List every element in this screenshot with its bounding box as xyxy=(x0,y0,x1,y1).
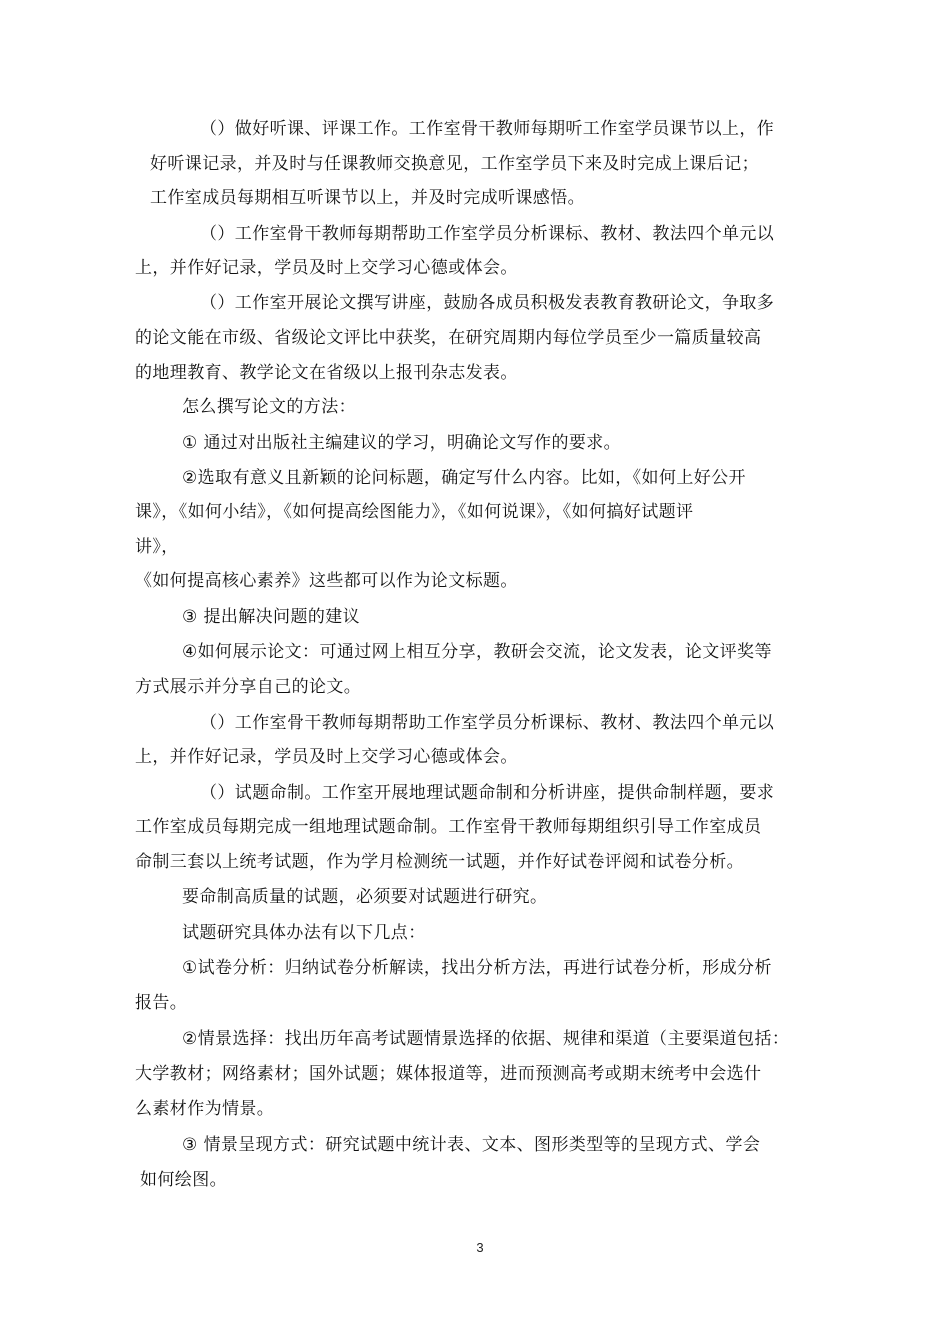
text-line: 如何绘图。 xyxy=(140,1170,227,1190)
text-line: ④如何展示论文：可通过网上相互分享，教研会交流，论文发表，论文评奖等 xyxy=(182,642,772,662)
text-line: 的地理教育、教学论文在省级以上报刊杂志发表。 xyxy=(135,363,518,383)
text-line: ②选取有意义且新颖的论问标题，确定写什么内容。比如，《如何上好公开 xyxy=(182,468,746,488)
text-line: （）工作室骨干教师每期帮助工作室学员分析课标、教材、教法四个单元以 xyxy=(200,224,775,244)
text-line: （）工作室骨干教师每期帮助工作室学员分析课标、教材、教法四个单元以 xyxy=(200,713,775,733)
page-number: 3 xyxy=(476,1240,484,1255)
text-line: ③ 情景呈现方式：研究试题中统计表、文本、图形类型等的呈现方式、学会 xyxy=(182,1135,761,1155)
text-line: 上，并作好记录，学员及时上交学习心德或体会。 xyxy=(135,747,518,767)
text-line: （）工作室开展论文撰写讲座，鼓励各成员积极发表教育教研论文，争取多 xyxy=(200,293,775,313)
text-line: 怎么撰写论文的方法： xyxy=(182,397,356,417)
text-line: 工作室成员每期完成一组地理试题命制。工作室骨干教师每期组织引导工作室成员 xyxy=(135,817,762,837)
text-line: 报告。 xyxy=(135,993,188,1013)
text-line: ②情景选择：找出历年高考试题情景选择的依据、规律和渠道（主要渠道包括： xyxy=(182,1029,790,1049)
text-line: ①试卷分析：归纳试卷分析解读，找出分析方法，再进行试卷分析，形成分析 xyxy=(182,958,772,978)
text-line: （）试题命制。工作室开展地理试题命制和分析讲座，提供命制样题，要求 xyxy=(200,783,775,803)
text-line: 上，并作好记录，学员及时上交学习心德或体会。 xyxy=(135,258,518,278)
text-line: 大学教材；网络素材；国外试题；媒体报道等，进而预测高考或期末统考中会选什 xyxy=(135,1064,762,1084)
text-line: 好听课记录，并及时与任课教师交换意见，工作室学员下来及时完成上课后记； xyxy=(150,154,759,174)
text-line: 命制三套以上统考试题，作为学月检测统一试题，并作好试卷评阅和试卷分析。 xyxy=(135,852,744,872)
text-line: 么素材作为情景。 xyxy=(135,1099,275,1119)
text-line: 《如何提高核心素养》这些都可以作为论文标题。 xyxy=(135,571,518,591)
text-line: 讲》， xyxy=(135,537,179,557)
text-line: （）做好听课、评课工作。工作室骨干教师每期听工作室学员课节以上，作 xyxy=(200,119,775,139)
text-line: ① 通过对出版社主编建议的学习，明确论文写作的要求。 xyxy=(182,433,622,453)
text-line: 要命制高质量的试题，必须要对试题进行研究。 xyxy=(182,887,548,907)
text-line: 工作室成员每期相互听课节以上，并及时完成听课感悟。 xyxy=(150,188,585,208)
text-line: 方式展示并分享自己的论文。 xyxy=(135,677,362,697)
text-line: 试题研究具体办法有以下几点： xyxy=(182,923,426,943)
text-line: ③ 提出解决问题的建议 xyxy=(182,607,361,627)
text-line: 课》，《如何小结》，《如何提高绘图能力》，《如何说课》，《如何搞好试题评 xyxy=(135,502,694,522)
text-line: 的论文能在市级、省级论文评比中获奖，在研究周期内每位学员至少一篇质量较高 xyxy=(135,328,762,348)
